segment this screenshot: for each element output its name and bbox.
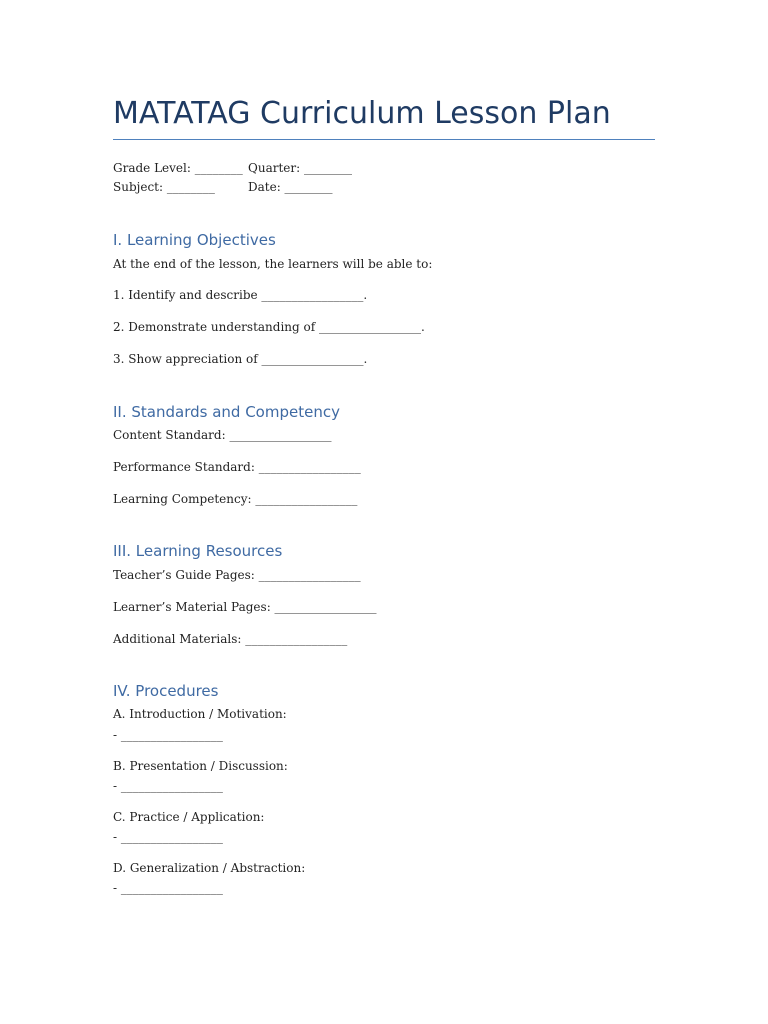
title-underline — [113, 139, 655, 140]
learners-material-field: Learner’s Material Pages: _________________ — [113, 600, 377, 614]
procedure-step-label: D. Generalization / Abstraction: — [113, 861, 306, 875]
objectives-intro: At the end of the lesson, the learners will be able to: — [113, 257, 433, 271]
document-title: MATATAG Curriculum Lesson Plan — [113, 96, 611, 131]
procedure-step-label: C. Practice / Application: — [113, 810, 265, 824]
section-heading-objectives: I. Learning Objectives — [113, 231, 276, 249]
content-standard-field: Content Standard: _________________ — [113, 428, 332, 442]
procedure-step-label: A. Introduction / Motivation: — [113, 707, 287, 721]
procedure-step-blank: - _________________ — [113, 881, 223, 895]
procedure-step-label: B. Presentation / Discussion: — [113, 759, 288, 773]
section-heading-standards: II. Standards and Competency — [113, 403, 340, 421]
procedure-step-blank: - _________________ — [113, 830, 223, 844]
performance-standard-field: Performance Standard: _________________ — [113, 460, 361, 474]
quarter-field: Quarter: ________ — [248, 161, 352, 175]
subject-field: Subject: ________ — [113, 180, 215, 194]
section-heading-procedures: IV. Procedures — [113, 682, 219, 700]
objective-item: 3. Show appreciation of _________________. — [113, 352, 368, 366]
objective-item: 1. Identify and describe _________________. — [113, 288, 368, 302]
learning-competency-field: Learning Competency: _________________ — [113, 492, 358, 506]
grade-level-field: Grade Level: ________ — [113, 161, 243, 175]
procedure-step-blank: - _________________ — [113, 728, 223, 742]
section-heading-resources: III. Learning Resources — [113, 542, 283, 560]
objective-item: 2. Demonstrate understanding of _________________. — [113, 320, 425, 334]
teachers-guide-field: Teacher’s Guide Pages: _________________ — [113, 568, 361, 582]
additional-materials-field: Additional Materials: _________________ — [113, 632, 348, 646]
procedure-step-blank: - _________________ — [113, 779, 223, 793]
date-field: Date: ________ — [248, 180, 333, 194]
